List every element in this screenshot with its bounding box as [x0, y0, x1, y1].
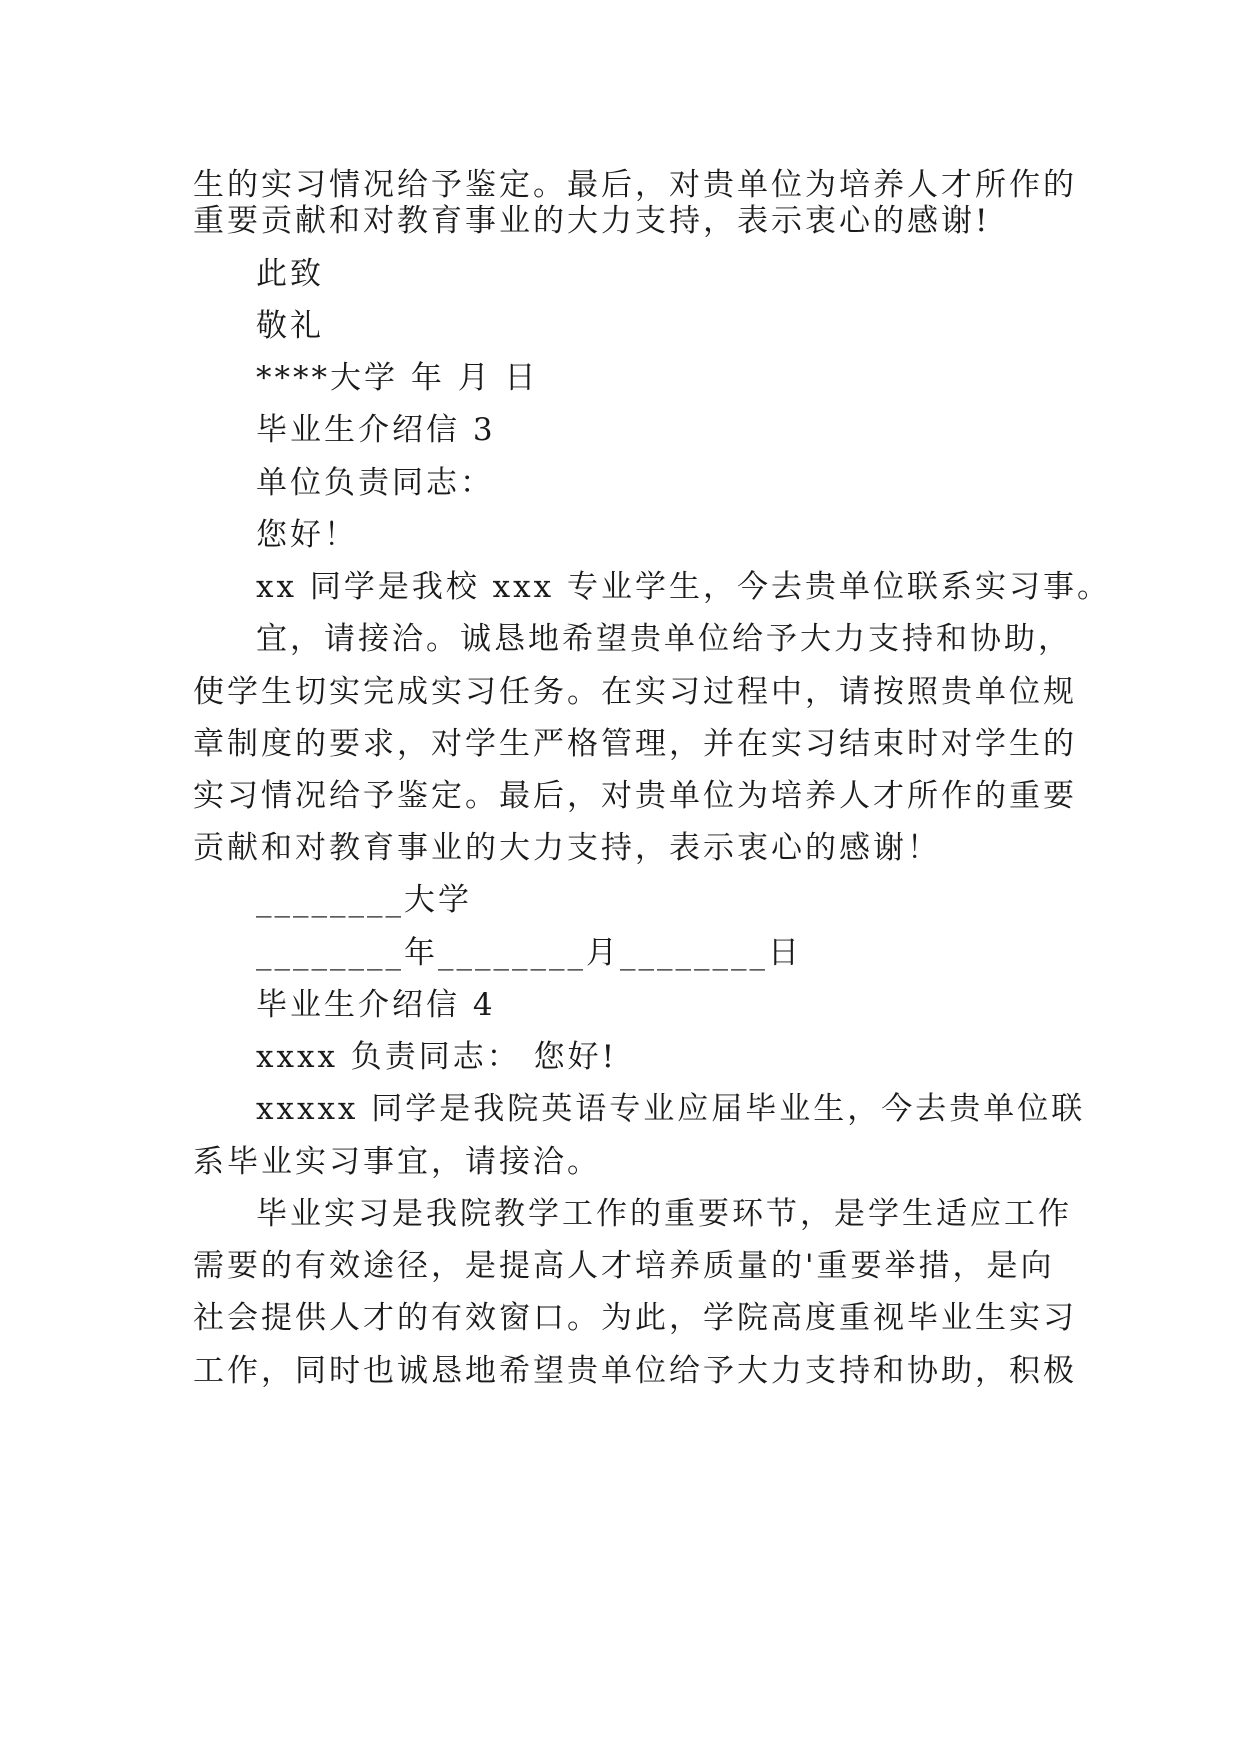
body-line: 社会提供人才的有效窗口。为此，学院高度重视毕业生实习 [193, 1300, 1077, 1336]
signature-date-line: ****大学 年 月 日 [256, 360, 539, 396]
body-line: 重要贡献和对教育事业的大力支持，表示衷心的感谢! [193, 203, 991, 239]
body-line: 毕业实习是我院教学工作的重要环节，是学生适应工作 [256, 1196, 1072, 1232]
addressee-line: 单位负责同志： [256, 465, 494, 501]
section-heading: 毕业生介绍信 3 [256, 412, 496, 448]
date-blank-line: ________年________月________日 [256, 935, 802, 971]
body-line: 工作，同时也诚恳地希望贵单位给予大力支持和协助，积极 [193, 1353, 1077, 1389]
body-line: 贡献和对教育事业的大力支持，表示衷心的感谢！ [193, 830, 941, 866]
body-line: 使学生切实完成实习任务。在实习过程中，请按照贵单位规 [193, 674, 1077, 710]
body-line: 实习情况给予鉴定。最后，对贵单位为培养人才所作的重要 [193, 778, 1077, 814]
body-line: 系毕业实习事宜，请接洽。 [193, 1144, 601, 1180]
addressee-greeting-line: xxxx 负责同志： 您好! [256, 1039, 618, 1075]
section-heading: 毕业生介绍信 4 [256, 987, 496, 1023]
greeting-line: 您好！ [256, 517, 358, 553]
university-signature-line: ________大学 [256, 882, 472, 918]
body-line: xxxxx 同学是我院英语专业应届毕业生，今去贵单位联 [256, 1091, 1086, 1127]
body-line: 章制度的要求，对学生严格管理，并在实习结束时对学生的 [193, 726, 1077, 762]
closing-regards: 敬礼 [256, 308, 324, 344]
body-line: 需要的有效途径，是提高人才培养质量的'重要举措，是向 [193, 1248, 1055, 1284]
body-line: xx 同学是我校 xxx 专业学生，今去贵单位联系实习事。 [256, 569, 1111, 605]
closing-salutation: 此致 [256, 256, 324, 292]
body-line: 宜，请接洽。诚恳地希望贵单位给予大力支持和协助， [256, 621, 1072, 657]
body-line: 生的实习情况给予鉴定。最后，对贵单位为培养人才所作的 [193, 167, 1077, 203]
